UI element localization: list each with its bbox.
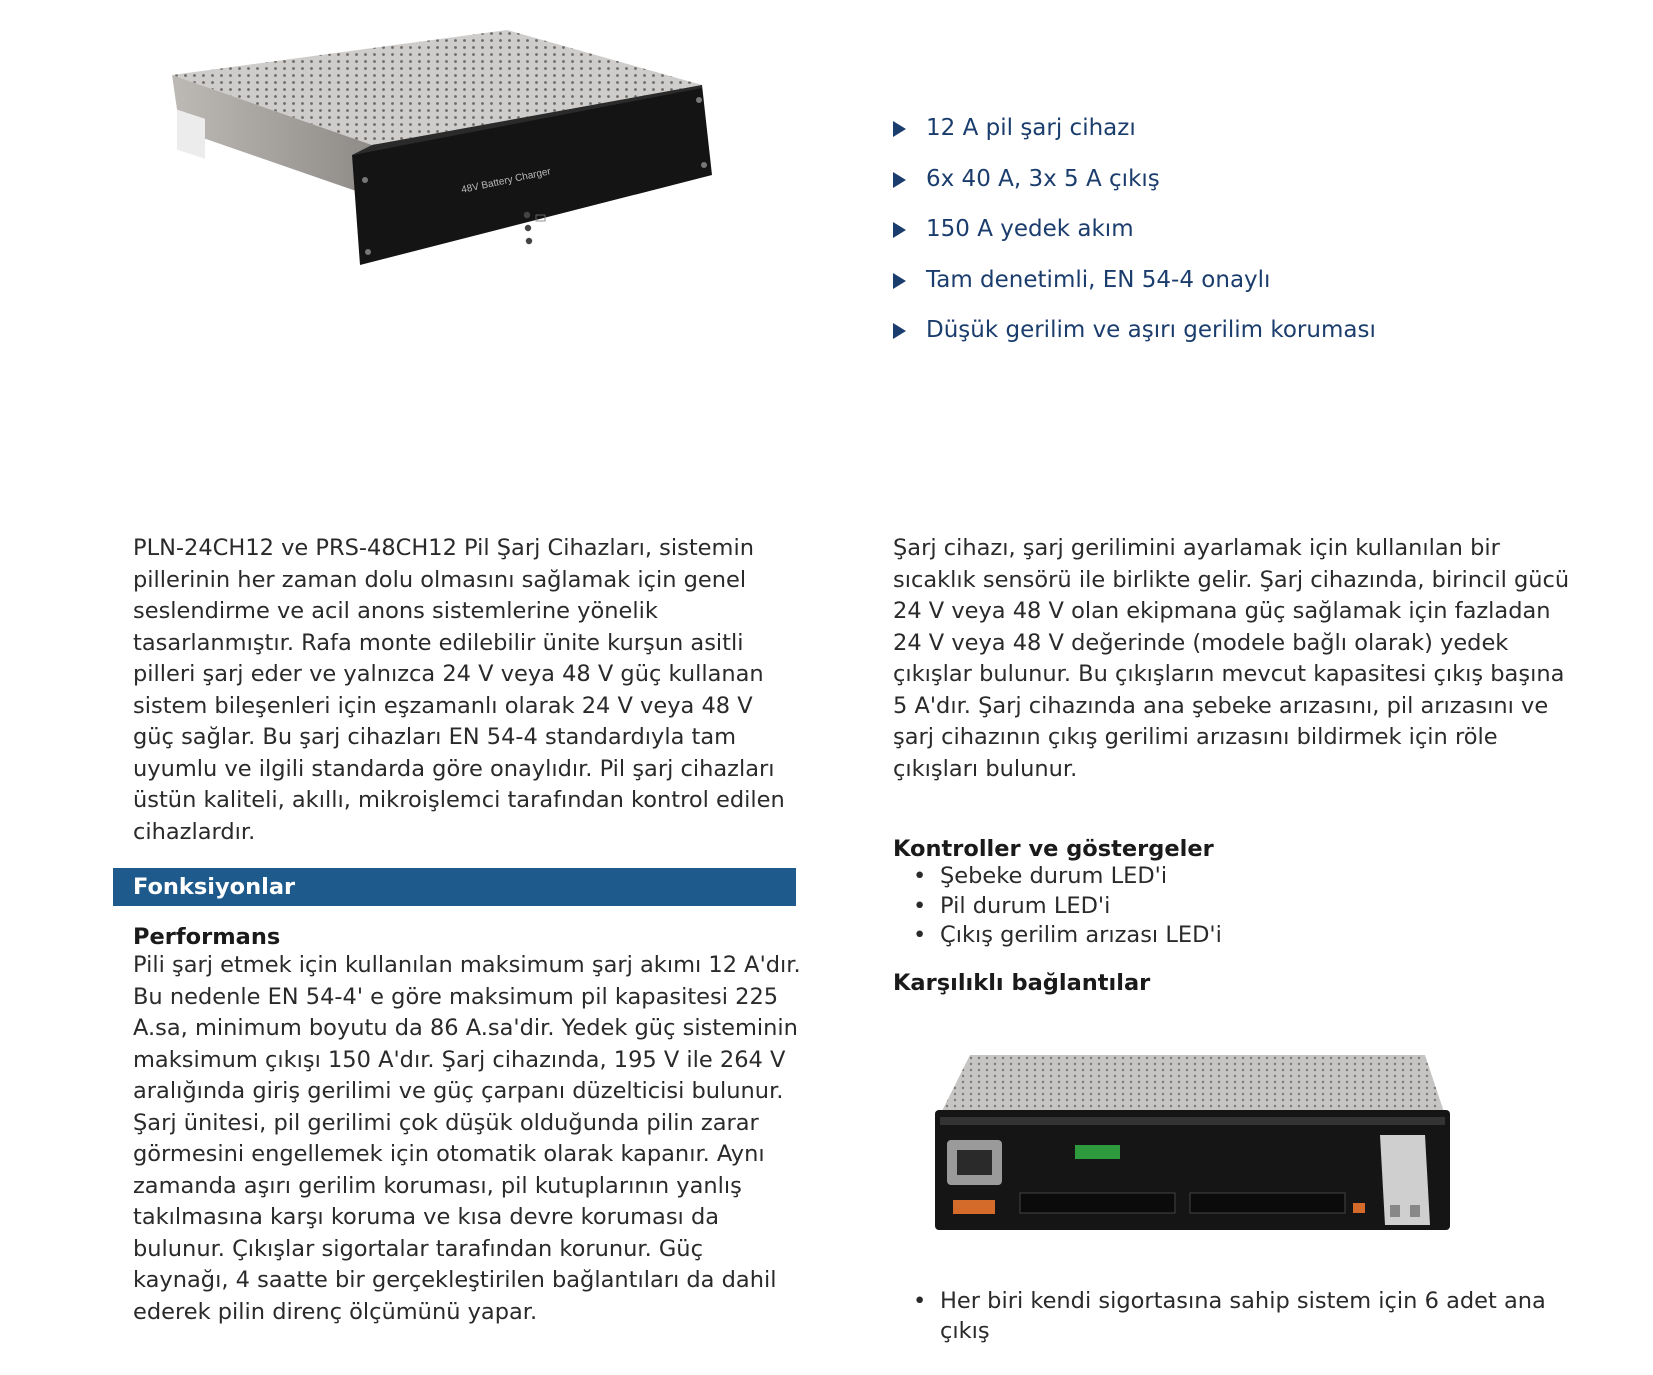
- battery-charger-rear-icon: [935, 1055, 1480, 1235]
- list-item: • Çıkış gerilim arızası LED'i: [893, 921, 1573, 951]
- connections-list: [893, 1287, 1573, 1346]
- controls-heading: Kontroller ve göstergeler: [893, 836, 1214, 862]
- section-title-bar: Fonksiyonlar: [113, 868, 796, 906]
- triangle-bullet-icon: [893, 323, 906, 339]
- product-photo-rear: [935, 1055, 1480, 1235]
- connections-heading: Karşılıklı bağlantılar: [893, 970, 1151, 996]
- product-photo-front: [172, 30, 717, 280]
- triangle-bullet-icon: [893, 273, 906, 289]
- feature-item: 6x 40 A, 3x 5 A çıkış: [893, 163, 1376, 214]
- feature-item: 12 A pil şarj cihazı: [893, 112, 1376, 163]
- list-item: • Şebeke durum LED'i: [893, 862, 1573, 892]
- intro-paragraph: PLN-24CH12 ve PRS-48CH12 Pil Şarj Cihazları, sistemin pillerinin her zaman dolu olmasını sağlamak için genel seslendirme ve acil anons sistemlerine yönelik tasarlanmıştır. Rafa monte edilebilir ünite kurşun asitli pilleri şarj eder ve yalnızca 24 V veya 48 V güç kullanan sistem bileşenleri için eşzamanlı olarak 24 V veya 48 V güç sağlar. Bu şarj cihazları EN 54-4 standardıyla tam uyumlu ve ilgili standarda göre onaylıdır. Pil şarj cihazları üstün kaliteli, akıllı, mikroişlemci tarafından kontrol edilen cihazlardır.: [133, 535, 785, 845]
- description-paragraph: Şarj cihazı, şarj gerilimini ayarlamak için kullanılan bir sıcaklık sensörü ile birlikte gelir. Şarj cihazında, birincil gücü 24 V veya 48 V olan ekipmana güç sağlamak için fazladan 24 V veya 48 V değerinde (modele bağlı olarak) yedek çıkışlar bulunur. Bu çıkışların mevcut kapasitesi çıkış başına 5 A'dır. Şarj cihazında ana şebeke arızasını, pil arızasını ve şarj cihazının çıkış gerilimi arızasını bildirmek için röle çıkışları bulunur.: [893, 535, 1570, 782]
- list-item: • Pil durum LED'i: [893, 892, 1573, 922]
- controls-list: [893, 862, 1573, 951]
- feature-list: [893, 112, 1376, 365]
- feature-item: Tam denetimli, EN 54-4 onaylı: [893, 264, 1376, 315]
- svg-text:48V Battery Charger: 48V Battery Charger: [460, 166, 552, 196]
- triangle-bullet-icon: [893, 121, 906, 137]
- performance-paragraph: Pili şarj etmek için kullanılan maksimum şarj akımı 12 A'dır. Bu nedenle EN 54-4' e göre maksimum pil kapasitesi 225 A.sa, minimum boyutu da 86 A.sa'dir. Yedek güç sisteminin maksimum çıkışı 150 A'dır. Şarj cihazında, 195 V ile 264 V aralığında giriş gerilimi ve güç çarpanı düzelticisi bulunur. Şarj ünitesi, pil gerilimi çok düşük olduğunda pilin zarar görmesini engellemek için otomatik olarak kapanır. Aynı zamanda aşırı gerilim koruması, pil kutuplarının yanlış takılmasına karşı koruma ve kısa devre koruması da bulunur. Çıkışlar sigortalar tarafından korunur. Güç kaynağı, 4 saatte bir gerçekleştirilen bağlantıları da dahil ederek pilin direnç ölçümünü yapar.: [133, 952, 801, 1325]
- list-item: • Her biri kendi sigortasına sahip sistem için 6 adet ana çıkış: [893, 1287, 1573, 1346]
- triangle-bullet-icon: [893, 172, 906, 188]
- battery-charger-front-icon: [172, 30, 717, 280]
- feature-item: Düşük gerilim ve aşırı gerilim koruması: [893, 314, 1376, 365]
- performance-heading: Performans: [133, 924, 281, 950]
- feature-item: 150 A yedek akım: [893, 213, 1376, 264]
- triangle-bullet-icon: [893, 222, 906, 238]
